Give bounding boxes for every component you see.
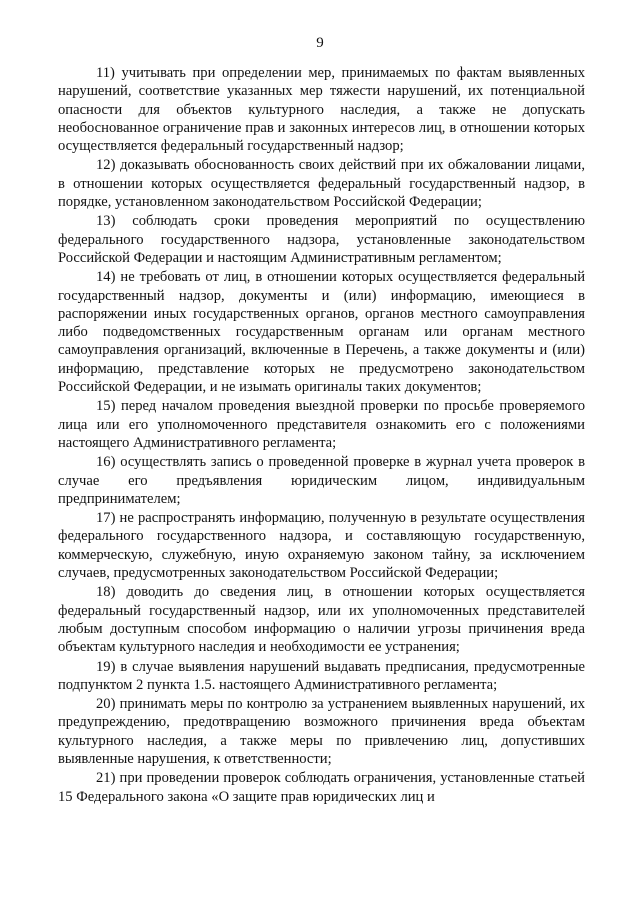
- list-item: 19) в случае выявления нарушений выдавать предписания, предусмотренные подпунктом 2 пункта 1.5. настоящего Административного регламента;: [58, 658, 585, 693]
- list-item: 11) учитывать при определении мер, принимаемых по фактам выявленных нарушений, соответствие указанных мер тяжести нарушений, их потенциальной опасности для объектов культурного наследия, а также не допускать необоснованное ограничение прав и законных интересов лиц, в отношении которых осуществляется федеральный государственный надзор;: [58, 65, 585, 155]
- list-item: 16) осуществлять запись о проведенной проверке в журнал учета проверок в случае его предъявления юридическим лицом, индивидуальным предпринимателем;: [58, 454, 585, 507]
- list-item: 13) соблюдать сроки проведения мероприятий по осуществлению федерального государственного надзора, установленные законодательством Российской Федерации и настоящим Административным регламентом;: [58, 213, 585, 266]
- list-item: 20) принимать меры по контролю за устранением выявленных нарушений, их предупреждению, предотвращению возможного причинения вреда объектам культурного наследия, а также меры по привлечению лиц, допустивших выявленные нарушения, к ответственности;: [58, 696, 585, 767]
- list-item: 12) доказывать обоснованность своих действий при их обжаловании лицами, в отношении которых осуществляется федеральный государственный надзор, в порядке, установленном законодательством Российской Федерации;: [58, 157, 585, 211]
- page-number: 9: [316, 35, 324, 51]
- list-item: 18) доводить до сведения лиц, в отношении которых осуществляется федеральный государственный надзор, или их уполномоченных представителей любым доступным способом информацию о наличии угрозы причинения вреда объектам культурного наследия и необходимости ее устранения;: [58, 584, 585, 656]
- list-item: 14) не требовать от лиц, в отношении которых осуществляется федеральный государственный надзор, документы и (или) информацию, имеющиеся в распоряжении иных государственных органов, органов местного самоуправления либо подведомственных государственным органам или органам местного самоуправления организаций, включенные в Перечень, а также документы и (или) информацию, представление которых не предусмотрено законодательством Российской Федерации, и не изымать оригиналы таких документов;: [58, 269, 585, 396]
- list-item: 17) не распространять информацию, полученную в результате осуществления федерального государственного надзора, и составляющую государственную, коммерческую, служебную, иную охраняемую законом тайну, за исключением случаев, предусмотренных законодательством Российской Федерации;: [58, 510, 585, 582]
- list-item: 15) перед началом проведения выездной проверки по просьбе проверяемого лица или его уполномоченного представителя ознакомить его с положениями настоящего Административного регламента;: [58, 398, 585, 451]
- list-item: 21) при проведении проверок соблюдать ограничения, установленные статьей 15 Федерального закона «О защите прав юридических лиц и: [58, 770, 585, 805]
- document-body: [58, 64, 585, 807]
